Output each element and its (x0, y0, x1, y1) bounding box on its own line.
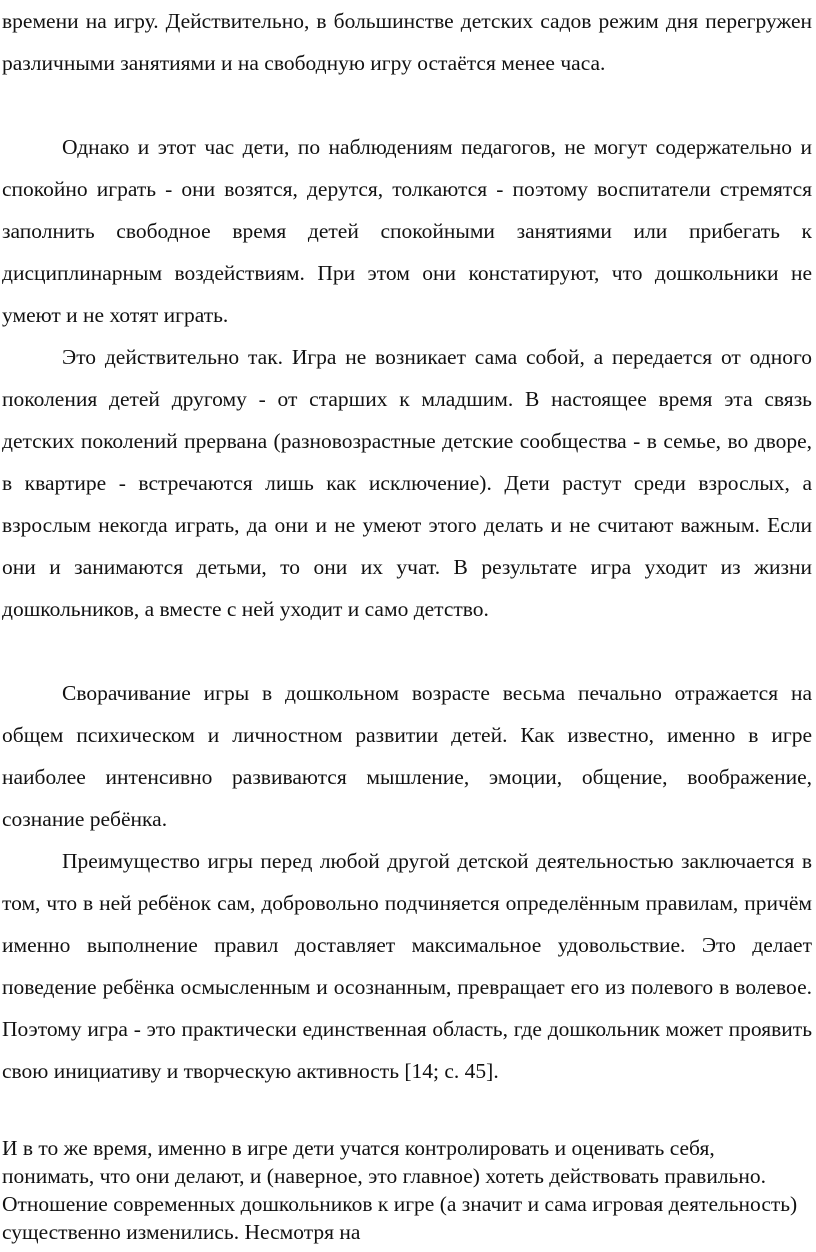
paragraph-4: Сворачивание игры в дошкольном возрасте весьма печально отражается на общем психическом и личностном развитии детей. Как известно, именно в игре наиболее интенсивно развиваются мышление, эмоции, общение, воображение, сознание ребёнка. (2, 681, 812, 831)
paragraph-6: И в то же время, именно в игре дети учатся контролировать и оценивать себя, понимать, что они делают, и (наверное, это главное) хотеть действовать правильно. Отношение современных дошкольников к игре (а значит и сама игровая деятельность) существенно изменились. Несмотря на (2, 1136, 798, 1244)
paragraph-3: Это действительно так. Игра не возникает сама собой, а передается от одного поколения детей другому - от старших к младшим. В настоящее время эта связь детских поколений прервана (разновозрастные детские сообщества - в семье, во дворе, в квартире - встречаются лишь как исключение). Дети растут среди взрослых, а взрослым некогда играть, да они и не умеют этого делать и не считают важным. Если они и занимаются детьми, то они их учат. В результате игра уходит из жизни дошкольников, а вместе с ней уходит и само детство. (2, 345, 812, 621)
paragraph-1: времени на игру. Действительно, в большинстве детских садов режим дня перегружен различными занятиями и на свободную игру остаётся менее часа. (2, 9, 812, 75)
paragraph-5: Преимущество игры перед любой другой детской деятельностью заключается в том, что в ней ребёнок сам, добровольно подчиняется определённым правилам, причём именно выполнение правил доставляет максимальное удовольствие. Это делает поведение ребёнка осмысленным и осознанным, превращает его из полевого в волевое. Поэтому игра - это практически единственная область, где дошкольник может проявить свою инициативу и творческую активность [14; с. 45]. (2, 849, 812, 1083)
paragraph-2: Однако и этот час дети, по наблюдениям педагогов, не могут содержательно и спокойно играть - они возятся, дерутся, толкаются - поэтому воспитатели стремятся заполнить свободное время детей спокойными занятиями или прибегать к дисциплинарным воздействиям. При этом они констатируют, что дошкольники не умеют и не хотят играть. (2, 135, 812, 327)
